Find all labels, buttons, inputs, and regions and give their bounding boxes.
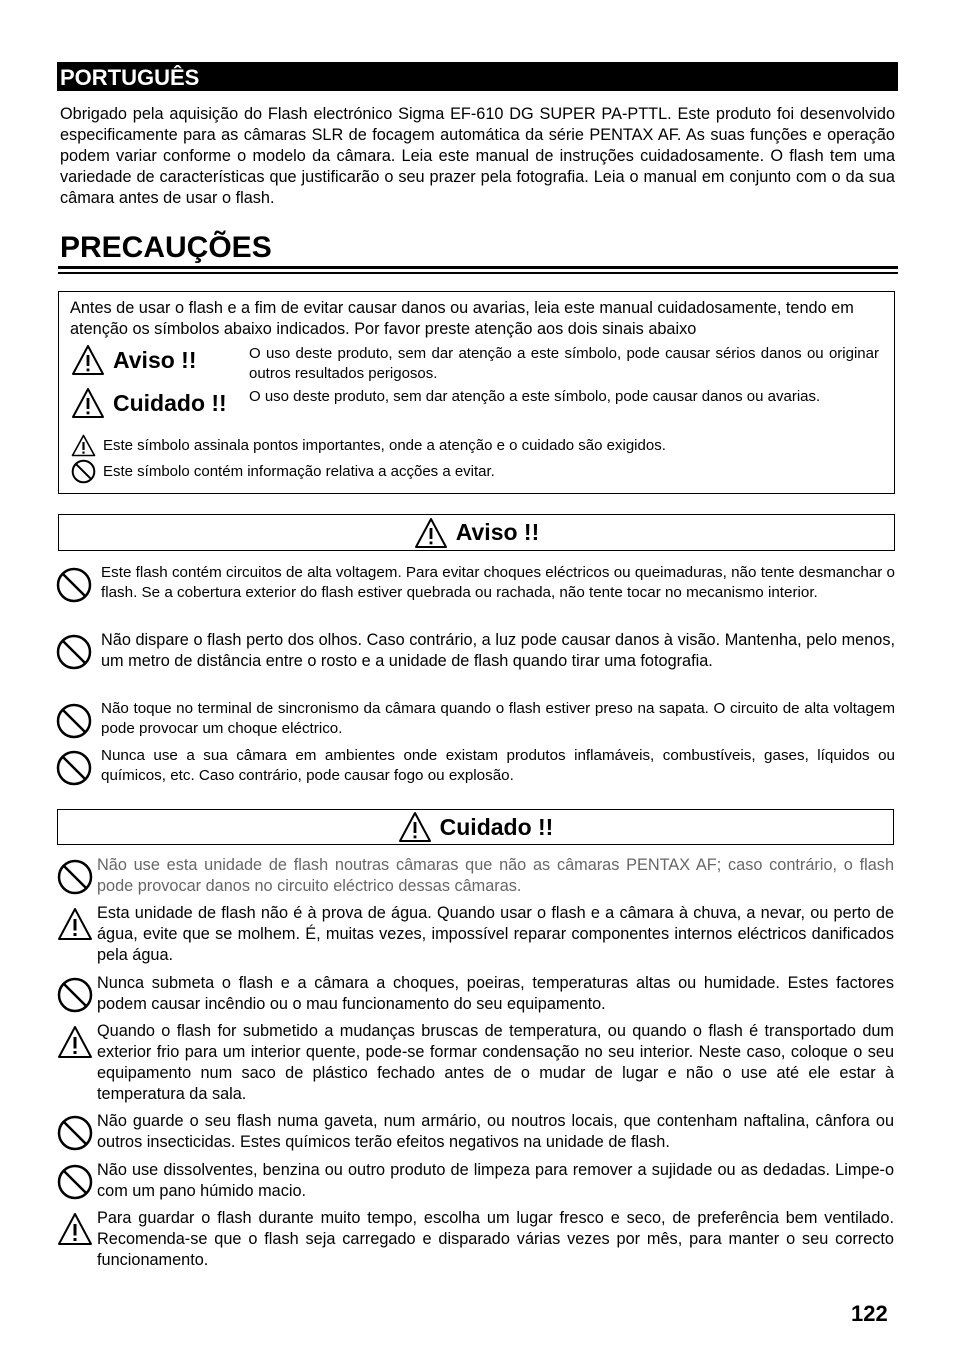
warning-item-text: Não toque no terminal de sincronismo da câmara quando o flash estiver preso na sapata. O circuito de alta voltagem pode provocar um choque eléctrico.	[101, 700, 895, 737]
legend-prohibit-note	[71, 459, 495, 484]
symbol-legend-box	[58, 291, 895, 494]
warning-triangle-icon	[71, 344, 105, 376]
prohibition-icon	[57, 977, 93, 1013]
warning-triangle-icon	[414, 517, 448, 549]
warning-triangle-icon	[398, 811, 432, 843]
legend-triangle-note-text: Este símbolo assinala pontos importantes, onde a atenção e o cuidado são exigidos.	[103, 436, 666, 454]
caution-item-text: Não use dissolventes, benzina ou outro produto de limpeza para remover a sujidade ou as dedadas. Limpe-o com um pano húmido macio.	[97, 1161, 894, 1200]
caution-section-heading	[57, 809, 894, 845]
warning-section-title: Aviso !!	[455, 519, 540, 545]
warning-triangle-icon	[71, 387, 105, 419]
warning-triangle-icon	[57, 1212, 93, 1246]
legend-warning-label: Aviso !!	[113, 347, 197, 373]
warning-item-text: Este flash contém circuitos de alta voltagem. Para evitar choques eléctricos ou queimaduras, não tente desmanchar o flash. Se a cobertura exterior do flash estiver quebrada ou rachada, não tente tocar no mecanismo interior.	[101, 564, 895, 601]
prohibition-icon	[57, 1164, 93, 1200]
legend-warning-label-group	[71, 344, 197, 376]
caution-item-text: Nunca submeta o flash e a câmara a choques, poeiras, temperaturas altas ou humidade. Estes factores podem causar incêndio ou o mau funcionamento do seu equipamento.	[97, 974, 894, 1013]
warning-triangle-icon	[57, 1025, 93, 1059]
warning-triangle-icon	[71, 434, 96, 457]
title-rule	[58, 266, 898, 269]
page-title: PRECAUÇÕES	[60, 231, 272, 264]
prohibition-icon	[56, 567, 92, 603]
legend-caution-desc: O uso deste produto, sem dar atenção a este símbolo, pode causar danos ou avarias.	[249, 388, 821, 405]
prohibition-icon	[56, 634, 92, 670]
caution-item-text: Não guarde o seu flash numa gaveta, num armário, ou noutros locais, que contenham naftalina, cânfora ou outros insecticidas. Estes químicos terão efeitos negativos na unidade de flash.	[97, 1112, 894, 1151]
warning-triangle-icon	[57, 907, 93, 941]
caution-section-title: Cuidado !!	[439, 813, 554, 840]
prohibition-icon	[57, 859, 93, 895]
warning-item-text: Nunca use a sua câmara em ambientes onde existam produtos inflamáveis, combustíveis, gases, líquidos ou químicos, etc. Caso contrário, pode causar fogo ou explosão.	[101, 747, 895, 784]
intro-paragraph: Obrigado pela aquisição do Flash electrónico Sigma EF-610 DG SUPER PA-PTTL. Este produto foi desenvolvido especificamente para as câmaras SLR de focagem automática da série PENTAX AF. As suas funções e operação podem variar conforme o modelo da câmara. Leia este manual de instruções cuidadosamente. O flash tem uma variedade de características que justificarão o seu prazer pela fotografia. Leia o manual em conjunto com o da sua câmara antes de usar o flash.	[60, 105, 895, 207]
legend-prohibit-note-text: Este símbolo contém informação relativa a acções a evitar.	[103, 462, 495, 480]
legend-triangle-note	[71, 434, 666, 457]
caution-item-text: Quando o flash for submetido a mudanças bruscas de temperatura, ou quando o flash é transportado dum exterior frio para um interior quente, pode-se formar condensação no seu interior. Neste caso, coloque o seu equipamento num saco de plástico fechado antes de o mudar de lugar e não o use até ele estar à temperatura da sala.	[97, 1022, 894, 1103]
legend-intro: Antes de usar o flash e a fim de evitar causar danos ou avarias, leia este manual cuidadosamente, tendo em atenção os símbolos abaixo indicados. Por favor preste atenção aos dois sinais abaixo	[70, 299, 854, 338]
legend-caution-label-group	[71, 387, 227, 419]
caution-item-text: Não use esta unidade de flash noutras câmaras que não as câmaras PENTAX AF; caso contrário, o flash pode provocar danos no circuito eléctrico dessas câmaras.	[97, 856, 894, 895]
prohibition-icon	[56, 750, 92, 786]
prohibition-icon	[71, 459, 96, 484]
legend-warning-desc: O uso deste produto, sem dar atenção a este símbolo, pode causar sérios danos ou originar outros resultados perigosos.	[249, 345, 879, 382]
legend-caution-label: Cuidado !!	[113, 390, 227, 416]
title-rule	[58, 272, 898, 274]
page-number: 122	[851, 1301, 888, 1326]
prohibition-icon	[57, 1115, 93, 1151]
prohibition-icon	[56, 703, 92, 739]
caution-item-text: Para guardar o flash durante muito tempo, escolha um lugar fresco e seco, de preferência bem ventilado. Recomenda-se que o flash seja carregado e disparado várias vezes por mês, para manter o seu correcto funcionamento.	[97, 1209, 894, 1269]
language-header: PORTUGUÊS	[57, 62, 898, 91]
warning-section-heading	[58, 514, 895, 551]
warning-item-text: Não dispare o flash perto dos olhos. Caso contrário, a luz pode causar danos à visão. Mantenha, pelo menos, um metro de distância entre o rosto e a unidade de flash quando tirar uma fotografia.	[101, 631, 895, 670]
caution-item-text: Esta unidade de flash não é à prova de água. Quando usar o flash e a câmara à chuva, a nevar, ou perto de água, evite que se molhem. É, muitas vezes, impossível reparar componentes internos eléctricos danificados pela água.	[97, 904, 894, 964]
